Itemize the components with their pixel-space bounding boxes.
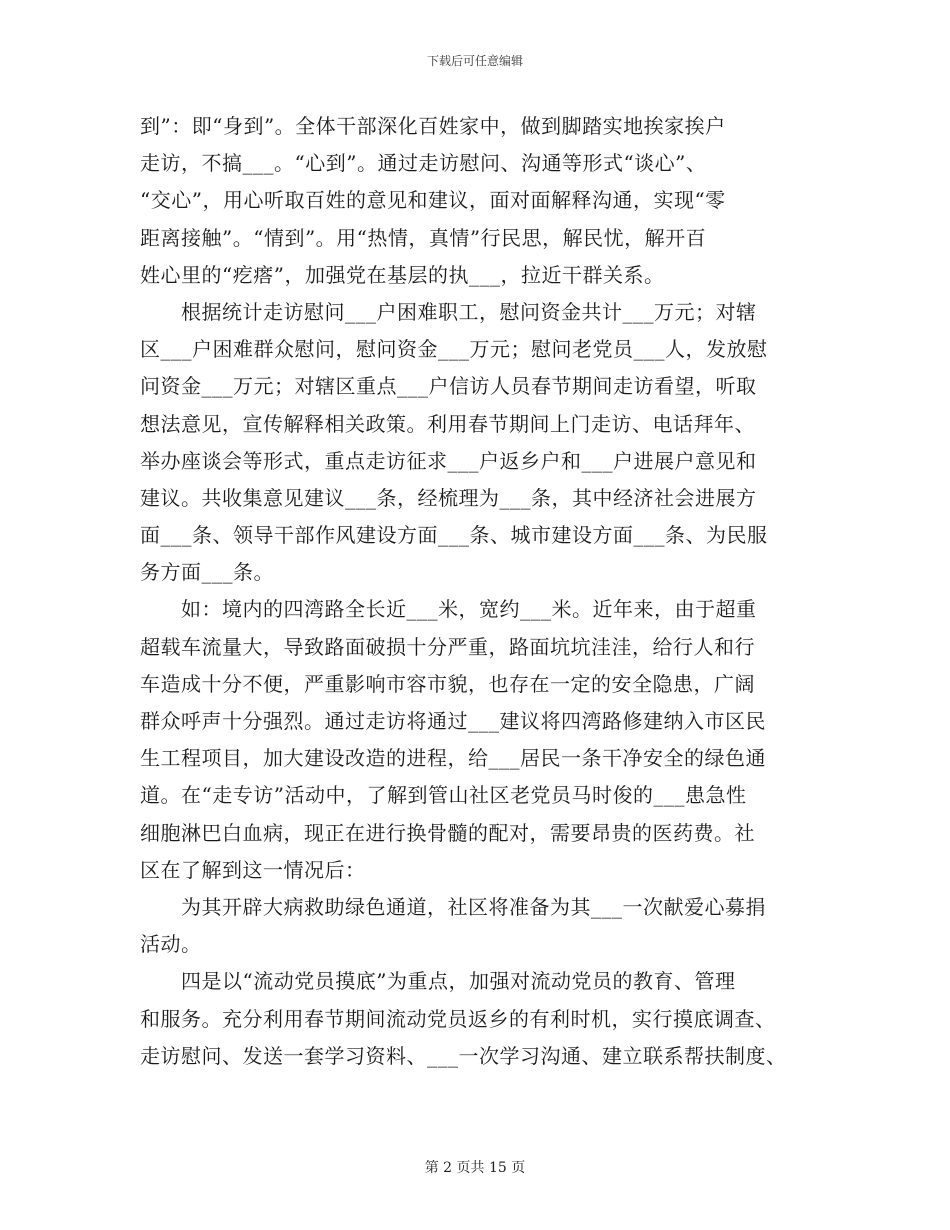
text-line: 问资金___万元；对辖区重点___户信访人员春节期间走访看望，听取: [140, 374, 757, 399]
text-line: 到”：即“身到”。全体干部深化百姓家中，做到脚踏实地挨家挨户: [140, 114, 726, 138]
text-line: 想法意见，宣传解释相关政策。利用春节期间上门走访、电话拜年、: [140, 411, 755, 436]
document-body: [140, 108, 820, 1075]
text-line: 车造成十分不便，严重影响市容市貌，也存在一定的安全隐患，广阔: [140, 671, 755, 696]
text-line: 超载车流量大，导致路面破损十分严重，路面坑坑洼洼，给行人和行: [140, 634, 755, 659]
text-line: 姓心里的“疙瘩”，加强党在基层的执___，拉近干群关系。: [140, 262, 665, 287]
text-line: 根据统计走访慰问___户困难职工，慰问资金共计___万元；对辖: [140, 299, 757, 324]
text-line: 生工程项目，加大建设改造的进程，给___居民一条干净安全的绿色通: [140, 746, 766, 771]
text-line: 区在了解到这一情况后：: [140, 857, 366, 882]
text-line: 和服务。充分利用春节期间流动党员返乡的有利时机，实行摸底调查、: [140, 1006, 776, 1031]
text-line: 为其开辟大病救助绿色通道，社区将准备为其___一次献爱心募捐: [140, 894, 766, 919]
text-line: 举办座谈会等形式，重点走访征求___户返乡户和___户进展户意见和: [140, 448, 757, 473]
text-line: 走访，不搞___。“心到”。通过走访慰问、沟通等形式“谈心”、: [140, 151, 707, 176]
text-line: 道。在“走专访”活动中，了解到管山社区老党员马时俊的___患急性: [140, 783, 747, 808]
text-line: 距离接触”。“情到”。用“热情，真情”行民思，解民忧，解开百: [140, 225, 707, 250]
text-line: 建议。共收集意见建议___条，经梳理为___条，其中经济社会进展方: [140, 485, 757, 510]
text-line: 如：境内的四湾路全长近___米，宽约___米。近年来，由于超重: [140, 597, 757, 622]
text-line: “交心”，用心听取百姓的意见和建议，面对面解释沟通，实现“零: [140, 188, 726, 213]
text-line: 四是以“流动党员摸底”为重点，加强对流动党员的教育、管理: [140, 969, 736, 994]
text-line: 务方面___条。: [140, 560, 274, 585]
page-header: 下载后可任意编辑: [426, 54, 523, 68]
text-line: 群众呼声十分强烈。通过走访将通过___建议将四湾路修建纳入市区民: [140, 709, 766, 733]
text-line: 区___户困难群众慰问，慰问资金___万元；慰问老党员___人，发放慰: [140, 337, 768, 362]
text-line: 活动。: [140, 932, 202, 957]
text-line: 细胞淋巴白血病，现正在进行换骨髓的配对，需要昂贵的医药费。社: [140, 820, 755, 845]
page-footer: 第 2 页共 15 页: [424, 1160, 526, 1176]
text-line: 面___条、领导干部作风建设方面___条、城市建设方面___条、为民服: [140, 523, 768, 548]
text-line: 走访慰问、发送一套学习资料、___一次学习沟通、建立联系帮扶制度、: [140, 1043, 787, 1068]
